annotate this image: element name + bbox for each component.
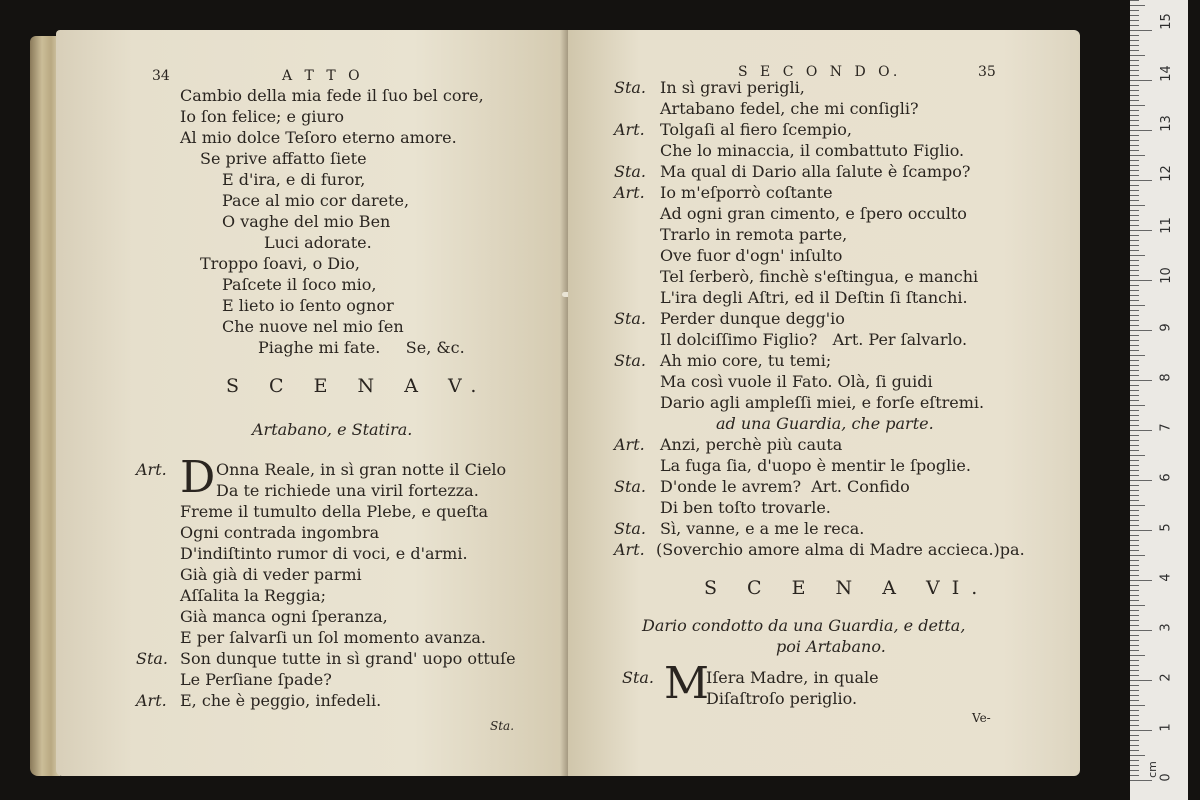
scene-characters: Dario condotto da una Guardia, e detta,: [642, 616, 966, 635]
ruler-tick: [1130, 225, 1139, 226]
ruler-tick: [1130, 450, 1139, 451]
scene-characters: Artabano, e Statira.: [252, 420, 413, 439]
ruler-tick: [1130, 415, 1139, 416]
ruler-tick: [1130, 720, 1139, 721]
ruler-tick: [1130, 160, 1139, 161]
ruler-tick: [1130, 495, 1139, 496]
ruler-tick: [1130, 25, 1139, 26]
dialogue-line: D'indiſtinto rumor di voci, e d'armi.: [180, 544, 468, 563]
ruler-tick: [1130, 265, 1139, 266]
speaker-label: Sta.: [614, 309, 647, 328]
ruler-tick: [1130, 345, 1139, 346]
ruler-tick: [1130, 730, 1152, 731]
dialogue-line: La fuga ſia, d'uopo è mentir le ſpoglie.: [660, 456, 971, 475]
ruler-number: 8: [1158, 373, 1174, 382]
drop-cap: D: [180, 452, 216, 503]
ruler-tick: [1130, 525, 1139, 526]
speaker-label: Art.: [136, 460, 167, 479]
dialogue-line: Ah mio core, tu temi;: [660, 351, 832, 370]
ruler-tick: [1130, 35, 1139, 36]
verse-line: Pace al mio cor darete,: [222, 191, 410, 210]
ruler-number: 0: [1158, 773, 1174, 782]
dialogue-line: Ma così vuole il Fato. Olà, ſi guidi: [660, 372, 933, 391]
ruler-tick: [1130, 540, 1139, 541]
speaker-label: Sta.: [614, 351, 647, 370]
ruler-tick: [1130, 195, 1139, 196]
catchword: Ve-: [972, 711, 991, 725]
ruler-tick: [1130, 360, 1139, 361]
ruler-tick: [1130, 140, 1139, 141]
ruler-tick: [1130, 770, 1139, 771]
ruler-tick: [1130, 675, 1139, 676]
ruler-tick: [1130, 760, 1139, 761]
ruler-tick: [1130, 400, 1139, 401]
ruler-tick: [1130, 390, 1139, 391]
ruler-tick: [1130, 75, 1139, 76]
ruler-number: 2: [1158, 673, 1174, 682]
dialogue-line: Ogni contrada ingombra: [180, 523, 380, 542]
verse-line: Paſcete il ſoco mio,: [222, 275, 377, 294]
ruler-number: 15: [1158, 13, 1174, 30]
ruler-tick: [1130, 130, 1152, 131]
ruler-tick: [1130, 635, 1139, 636]
ruler-tick: [1130, 110, 1139, 111]
ruler-tick: [1130, 340, 1139, 341]
dialogue-line: Di ben toſto trovarle.: [660, 498, 831, 517]
ruler-tick: [1130, 230, 1152, 231]
ruler-tick: [1130, 260, 1139, 261]
verse-line: Se prive affatto ſiete: [200, 149, 367, 168]
ruler-tick: [1130, 380, 1152, 381]
ruler-number: 12: [1158, 165, 1174, 182]
ruler-tick: [1130, 350, 1139, 351]
ruler-number: 10: [1158, 267, 1174, 284]
ruler-tick: [1130, 90, 1139, 91]
ruler-tick: [1130, 470, 1139, 471]
ruler-tick: [1130, 585, 1139, 586]
ruler-tick: [1130, 10, 1139, 11]
drop-cap: M: [664, 658, 710, 709]
ruler-tick: [1130, 645, 1139, 646]
ruler-tick: [1130, 60, 1139, 61]
ruler-tick: [1130, 460, 1139, 461]
dialogue-line: (Soverchio amore alma di Madre accieca.)pa.: [656, 540, 1025, 559]
ruler-tick: [1130, 565, 1139, 566]
speaker-label: Art.: [136, 691, 167, 710]
stage-direction: ad una Guardia, che parte.: [716, 414, 934, 433]
ruler-tick: [1130, 365, 1139, 366]
ruler-tick: [1130, 70, 1139, 71]
ruler-tick: [1130, 755, 1145, 756]
ruler-tick: [1130, 0, 1139, 1]
ruler-tick: [1130, 125, 1139, 126]
ruler-tick: [1130, 40, 1139, 41]
ruler-tick: [1130, 560, 1139, 561]
speaker-label: Art.: [614, 120, 645, 139]
ruler-tick: [1130, 50, 1139, 51]
dialogue-line: Che lo minaccia, il combattuto Figlio.: [660, 141, 965, 160]
running-head: A T T O: [282, 68, 364, 84]
verse-line: Al mio dolce Teſoro eterno amore.: [180, 128, 457, 147]
ruler-tick: [1130, 515, 1139, 516]
ruler-number: 1: [1158, 723, 1174, 732]
ruler-tick: [1130, 85, 1139, 86]
ruler-tick: [1130, 680, 1152, 681]
ruler-tick: [1130, 215, 1139, 216]
ruler-tick: [1130, 685, 1139, 686]
ruler-tick: [1130, 740, 1139, 741]
verse-line: Luci adorate.: [264, 233, 372, 252]
ruler-tick: [1130, 745, 1139, 746]
ruler-tick: [1130, 535, 1139, 536]
dialogue-line: Artabano fedel, che mi conſigli?: [660, 99, 919, 118]
dialogue-line: In sì gravi perigli,: [660, 78, 805, 97]
dialogue-line: Freme il tumulto della Plebe, e queſta: [180, 502, 489, 521]
ruler-number: 14: [1158, 65, 1174, 82]
ruler-tick: [1130, 335, 1139, 336]
ruler-tick: [1130, 5, 1145, 6]
ruler-tick: [1130, 665, 1139, 666]
ruler-tick: [1130, 735, 1139, 736]
ruler-tick: [1130, 300, 1139, 301]
ruler-tick: [1130, 240, 1139, 241]
ruler-tick: [1130, 605, 1145, 606]
ruler-number: 4: [1158, 573, 1174, 582]
speaker-label: Sta.: [622, 668, 655, 687]
ruler-tick: [1130, 600, 1139, 601]
ruler-tick: [1130, 455, 1145, 456]
ruler-tick: [1130, 290, 1139, 291]
ruler-number: 11: [1158, 217, 1174, 234]
ruler-tick: [1130, 620, 1139, 621]
dialogue-line: Sì, vanne, e a me le reca.: [660, 519, 865, 538]
ruler-tick: [1130, 490, 1139, 491]
speaker-label: Art.: [614, 183, 645, 202]
dialogue-line: Diſaſtroſo periglio.: [706, 689, 858, 708]
ruler-tick: [1130, 780, 1152, 781]
ruler-number: 7: [1158, 423, 1174, 432]
ruler-tick: [1130, 20, 1139, 21]
ruler-tick: [1130, 275, 1139, 276]
ruler-tick: [1130, 670, 1139, 671]
ruler-tick: [1130, 190, 1139, 191]
verse-line: E lieto io ſento ognor: [222, 296, 394, 315]
ruler-tick: [1130, 245, 1139, 246]
ruler-tick: [1130, 270, 1139, 271]
ruler-tick: [1130, 650, 1139, 651]
ruler-tick: [1130, 520, 1139, 521]
ruler-number: 13: [1158, 115, 1174, 132]
ruler-tick: [1130, 575, 1139, 576]
dialogue-line: Io m'eſporrò coſtante: [660, 183, 833, 202]
ruler-tick: [1130, 355, 1145, 356]
ruler-unit-label: cm: [1145, 761, 1159, 778]
ruler-tick: [1130, 65, 1139, 66]
ruler-tick: [1130, 625, 1139, 626]
ruler-tick: [1130, 615, 1139, 616]
verse-line: Che nuove nel mio ſen: [222, 317, 404, 336]
ruler-tick: [1130, 405, 1145, 406]
ruler-tick: [1130, 695, 1139, 696]
ruler-tick: [1130, 285, 1139, 286]
ruler-tick: [1130, 655, 1145, 656]
ruler-tick: [1130, 500, 1139, 501]
ruler-tick: [1130, 765, 1139, 766]
ruler-tick: [1130, 30, 1152, 31]
ruler-tick: [1130, 155, 1145, 156]
ruler-tick: [1130, 570, 1139, 571]
verse-line: E d'ira, e di furor,: [222, 170, 366, 189]
ruler-tick: [1130, 180, 1152, 181]
speaker-label: Art.: [614, 435, 645, 454]
ruler-tick: [1130, 330, 1152, 331]
dialogue-line: Ma qual di Dario alla ſalute è ſcampo?: [660, 162, 971, 181]
ruler-tick: [1130, 630, 1152, 631]
ruler-tick: [1130, 115, 1139, 116]
dialogue-line: Dario agli ampleſſi miei, e forſe eſtremi.: [660, 393, 985, 412]
ruler-tick: [1130, 595, 1139, 596]
ruler-tick: [1130, 280, 1152, 281]
ruler-tick: [1130, 95, 1139, 96]
ruler-number: 9: [1158, 323, 1174, 332]
ruler-tick: [1130, 395, 1139, 396]
page-number: 34: [152, 68, 170, 84]
ruler-tick: [1130, 325, 1139, 326]
ruler-tick: [1130, 440, 1139, 441]
dialogue-line: Trarlo in remota parte,: [660, 225, 848, 244]
dialogue-line: Son dunque tutte in sì grand' uopo ottuſe: [180, 649, 516, 668]
speaker-label: Art.: [614, 540, 645, 559]
ruler-tick: [1130, 250, 1139, 251]
ruler-tick: [1130, 80, 1152, 81]
ruler-tick: [1130, 505, 1145, 506]
ruler-tick: [1130, 210, 1139, 211]
ruler-tick: [1130, 45, 1139, 46]
ruler-tick: [1130, 590, 1139, 591]
ruler-tick: [1130, 750, 1139, 751]
speaker-label: Sta.: [136, 649, 169, 668]
ruler-tick: [1130, 320, 1139, 321]
dialogue-line: Tel ſerberò, finchè s'eſtingua, e manchi: [660, 267, 979, 286]
running-head: S E C O N D O.: [738, 64, 902, 80]
dialogue-line: Onna Reale, in sì gran notte il Cielo: [216, 460, 507, 479]
ruler-tick: [1130, 555, 1145, 556]
ruler-tick: [1130, 315, 1139, 316]
verse-line: Io ſon felice; e giuro: [180, 107, 345, 126]
ruler-tick: [1130, 475, 1139, 476]
ruler-tick: [1130, 310, 1139, 311]
ruler-tick: [1130, 710, 1139, 711]
dialogue-line: E, che è peggio, infedeli.: [180, 691, 382, 710]
ruler-tick: [1130, 185, 1139, 186]
scene-heading: S C E N A V.: [226, 375, 489, 397]
dialogue-line: D'onde le avrem? Art. Confido: [660, 477, 910, 496]
ruler-tick: [1130, 530, 1152, 531]
ruler-tick: [1130, 205, 1145, 206]
ruler-tick: [1130, 295, 1139, 296]
ruler-tick: [1130, 135, 1139, 136]
ruler-tick: [1130, 545, 1139, 546]
ruler-tick: [1130, 235, 1139, 236]
ruler-number: 6: [1158, 473, 1174, 482]
ruler-tick: [1130, 610, 1139, 611]
ruler-tick: [1130, 465, 1139, 466]
ruler-tick: [1130, 510, 1139, 511]
ruler-tick: [1130, 775, 1139, 776]
ruler-tick: [1130, 375, 1139, 376]
dialogue-line: Tolgaſi al fiero ſcempio,: [660, 120, 852, 139]
ruler-tick: [1130, 430, 1152, 431]
ruler-tick: [1130, 145, 1139, 146]
ruler-tick: [1130, 485, 1139, 486]
ruler-tick: [1130, 725, 1139, 726]
ruler-tick: [1130, 705, 1145, 706]
dialogue-line: Ad ogni gran cimento, e ſpero occulto: [660, 204, 967, 223]
dialogue-line: Ove fuor d'ogn' inſulto: [660, 246, 843, 265]
page-number: 35: [978, 64, 996, 80]
ruler-tick: [1130, 15, 1139, 16]
ruler-tick: [1130, 165, 1139, 166]
ruler-tick: [1130, 255, 1145, 256]
verse-line: Cambio della mia fede il ſuo bel core,: [180, 86, 484, 105]
verse-line: Piaghe mi fate. Se, &c.: [258, 338, 465, 357]
ruler-number: 3: [1158, 623, 1174, 632]
speaker-label: Sta.: [614, 162, 647, 181]
ruler-tick: [1130, 220, 1139, 221]
dialogue-line: Anzi, perchè più cauta: [660, 435, 843, 454]
ruler-tick: [1130, 105, 1145, 106]
dialogue-line: Le Perſiane ſpade?: [180, 670, 332, 689]
dialogue-line: Aſſalita la Reggia;: [180, 586, 327, 605]
ruler-number: 5: [1158, 523, 1174, 532]
ruler-tick: [1130, 420, 1139, 421]
ruler-tick: [1130, 435, 1139, 436]
ruler-tick: [1130, 700, 1139, 701]
dialogue-line: Il dolciſſimo Figlio? Art. Per ſalvarlo.: [660, 330, 968, 349]
ruler-tick: [1130, 550, 1139, 551]
ruler-tick: [1130, 305, 1145, 306]
ruler-tick: [1130, 690, 1139, 691]
catchword: Sta.: [490, 719, 515, 733]
ruler-tick: [1130, 100, 1139, 101]
ruler-tick: [1130, 640, 1139, 641]
dialogue-line: Già già di veder parmi: [180, 565, 362, 584]
speaker-label: Sta.: [614, 78, 647, 97]
dialogue-line: Da te richiede una viril fortezza.: [216, 481, 479, 500]
ruler-tick: [1130, 660, 1139, 661]
scene-heading: S C E N A VI.: [704, 577, 990, 599]
ruler-tick: [1130, 150, 1139, 151]
ruler-tick: [1130, 55, 1145, 56]
verse-line: O vaghe del mio Ben: [222, 212, 391, 231]
speaker-label: Sta.: [614, 477, 647, 496]
ruler-tick: [1130, 370, 1139, 371]
ruler-tick: [1130, 445, 1139, 446]
ruler-tick: [1130, 170, 1139, 171]
speaker-label: Sta.: [614, 519, 647, 538]
scene-characters: poi Artabano.: [776, 637, 886, 656]
ruler-tick: [1130, 175, 1139, 176]
dialogue-line: L'ira degli Aſtri, ed il Deſtin ſi ſtanchi.: [660, 288, 968, 307]
ruler-tick: [1130, 120, 1139, 121]
ruler-tick: [1130, 385, 1139, 386]
dialogue-line: E per ſalvarſi un ſol momento avanza.: [180, 628, 486, 647]
dialogue-line: Iſera Madre, in quale: [706, 668, 879, 687]
dialogue-line: Perder dunque degg'io: [660, 309, 845, 328]
ruler-tick: [1130, 480, 1152, 481]
ruler-tick: [1130, 580, 1152, 581]
ruler-tick: [1130, 425, 1139, 426]
ruler-tick: [1130, 715, 1139, 716]
dialogue-line: Già manca ogni ſperanza,: [180, 607, 388, 626]
verse-line: Troppo ſoavi, o Dio,: [200, 254, 360, 273]
measuring-ruler: [1130, 0, 1188, 800]
ruler-tick: [1130, 410, 1139, 411]
ruler-tick: [1130, 200, 1139, 201]
